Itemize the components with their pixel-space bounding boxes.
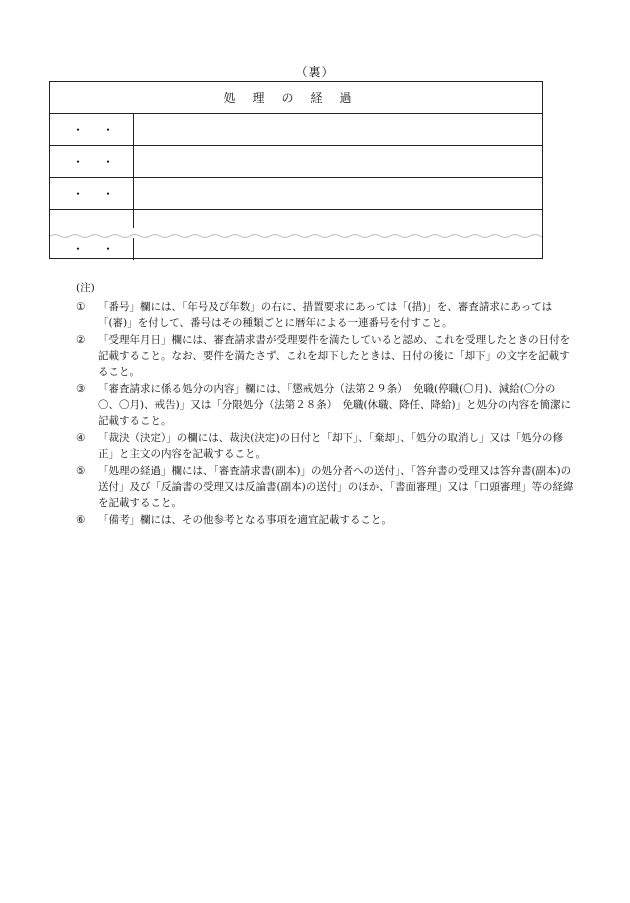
table-row: [50, 178, 542, 210]
note-item: [76, 381, 576, 429]
date-cell[interactable]: [50, 238, 134, 260]
process-history-table: [49, 81, 543, 259]
note-number: ②: [76, 334, 86, 346]
note-text: 「裁決（決定）」の欄には、裁決(決定)の日付と「却下」、「棄却」、「処分の取消し」又は「処分の修正」と主文の内容を記載すること。: [98, 432, 563, 460]
date-cell[interactable]: [50, 210, 134, 228]
table-row: [50, 114, 542, 146]
date-separator: ・: [72, 122, 85, 137]
note-number: ⑥: [76, 514, 86, 526]
content-cell[interactable]: [134, 210, 542, 228]
note-text: 「審査請求に係る処分の内容」欄には、「懲戒処分（法第２９条） 免職(停職(〇月)、減給(〇分の〇、〇月)、戒告)」又は「分限処分（法第２８条） 免職(休職、降任、降給)」と処分の内容を簡潔に記載すること。: [98, 383, 572, 427]
date-separator: ・: [102, 186, 115, 201]
date-separator: ・: [72, 242, 85, 256]
date-separator: ・: [102, 242, 115, 256]
note-text: 「処理の経過」欄には、「審査請求書(副本)」の処分者への送付」、「答弁書の受理又は答弁書(副本)の送付」及び「反論書の受理又は反論書(副本)の送付」のほか、「書面審理」又は「口頭審理」等の経緯を記載すること。: [98, 465, 574, 509]
date-cell[interactable]: [50, 178, 134, 209]
date-separator: ・: [102, 122, 115, 137]
table-header: 処理の経過: [50, 82, 542, 114]
date-cell[interactable]: [50, 146, 134, 177]
date-separator: ・: [72, 186, 85, 201]
table-row: [50, 146, 542, 178]
note-number: ④: [76, 432, 86, 444]
note-item: [76, 332, 576, 380]
content-cell[interactable]: [134, 114, 542, 145]
notes-section: [76, 280, 576, 529]
date-separator: ・: [102, 154, 115, 169]
note-number: ①: [76, 301, 86, 313]
table-row: [50, 238, 542, 260]
date-cell[interactable]: [50, 114, 134, 145]
date-separator: ・: [72, 154, 85, 169]
note-number: ⑤: [76, 465, 86, 477]
content-cell[interactable]: [134, 146, 542, 177]
content-cell[interactable]: [134, 238, 542, 260]
note-text: 「番号」欄には、「年号及び年数」の右に、措置要求にあっては「(措)」を、審査請求にあっては「(審)」を付して、番号はその種類ごとに暦年による一連番号を付すこと。: [98, 301, 553, 329]
note-item: [76, 512, 576, 528]
note-item: [76, 430, 576, 462]
back-side-label: （裏）: [295, 65, 335, 79]
notes-heading: (注): [76, 282, 95, 294]
content-cell[interactable]: [134, 178, 542, 209]
omission-wave-break: [50, 228, 542, 238]
note-item: [76, 299, 576, 331]
note-item: [76, 463, 576, 511]
note-number: ③: [76, 383, 86, 395]
note-text: 「備考」欄には、その他参考となる事項を適宜記載すること。: [98, 514, 392, 526]
table-row: [50, 210, 542, 228]
note-text: 「受理年月日」欄には、審査請求書が受理要件を満たしていると認め、これを受理したときの日付を記載すること。なお、要件を満たさず、これを却下したときは、日付の後に「却下」の文字を記載すること。: [98, 334, 571, 378]
